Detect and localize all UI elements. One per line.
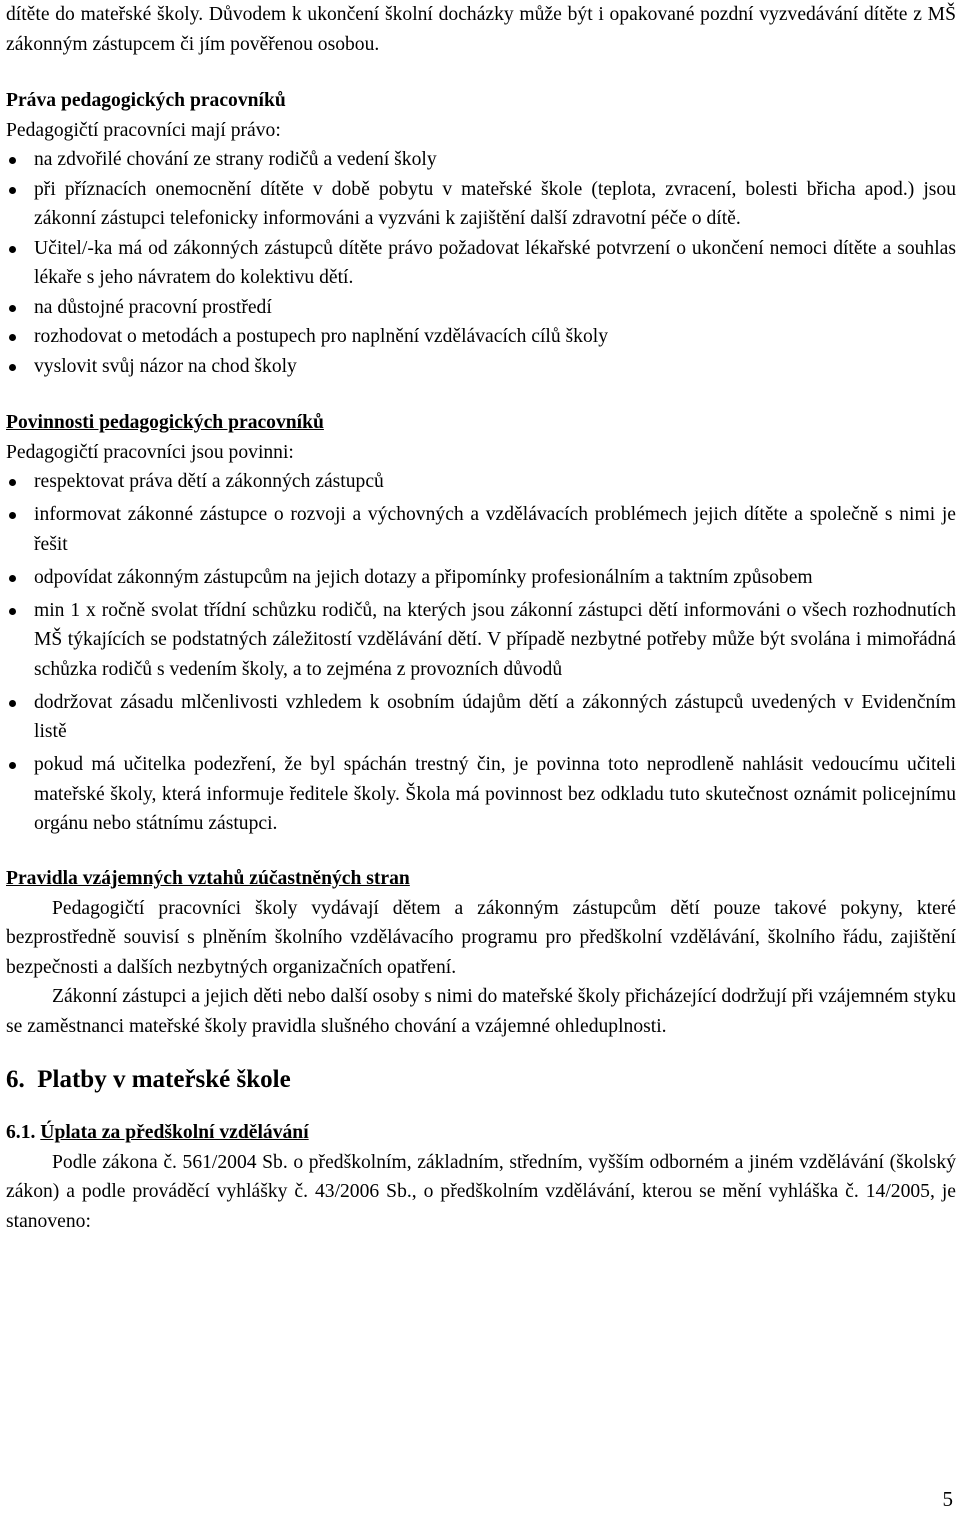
duties-lead: Pedagogičtí pracovníci jsou povinni:: [6, 441, 294, 463]
bullet-icon: [9, 187, 16, 194]
duties-heading: Povinnosti pedagogických pracovníků: [6, 412, 324, 433]
bullet-icon: [9, 334, 16, 341]
bullet-icon: [9, 364, 16, 371]
bullet-icon: [9, 762, 16, 769]
duties-list: [6, 467, 956, 839]
subsection-number: 6.1.: [6, 1122, 36, 1143]
subsection-paragraph: Podle zákona č. 561/2004 Sb. o předškolním, základním, středním, vyšším odborném a jiném vzdělávání (školský zákon) a podle prováděcí vyhlášky č. 43/2006 Sb., o předškolním vzdělávání, kterou se mění vyhláška č. 14/2005, je stanoveno:: [6, 1151, 956, 1232]
bullet-icon: [9, 700, 16, 707]
relations-heading: Pravidla vzájemných vztahů zúčastněných stran: [6, 868, 410, 889]
chapter-number: 6.: [6, 1066, 25, 1093]
page-number: 5: [942, 1487, 953, 1511]
bullet-icon: [9, 246, 16, 253]
spacer: [6, 842, 956, 864]
list-item: informovat zákonné zástupce o rozvoji a výchovných a vzdělávacích problémech jejich dítěte a společně s nimi je řešit: [6, 500, 956, 559]
chapter-heading: [6, 1064, 956, 1096]
list-item: respektovat práva dětí a zákonných zástupců: [6, 467, 956, 497]
document-page: [6, 0, 956, 1236]
relations-paragraph-2: Zákonní zástupci a jejich děti nebo další osoby s nimi do mateřské školy přicházející dodržují při vzájemném styku se zaměstnanci mateřské školy pravidla slušného chování a vzájemné ohleduplnosti.: [6, 986, 956, 1037]
list-item: pokud má učitelka podezření, že byl spáchán trestný čin, je povinna toto neprodleně nahlásit vedoucímu učiteli mateřské školy, která informuje ředitele školy. Škola má povinnost bez odkladu tuto skutečnost oznámit policejnímu orgánu nebo státnímu zástupci.: [6, 750, 956, 839]
rights-lead: Pedagogičtí pracovníci mají právo:: [6, 119, 281, 141]
bullet-icon: [9, 305, 16, 312]
bullet-icon: [9, 608, 16, 615]
list-item: na důstojné pracovní prostředí: [6, 293, 956, 323]
list-item: dodržovat zásadu mlčenlivosti vzhledem k osobním údajům dětí a zákonných zástupců uvedených v Evidenčním listě: [6, 688, 956, 747]
bullet-icon: [9, 512, 16, 519]
list-item: min 1 x ročně svolat třídní schůzku rodičů, na kterých jsou zákonní zástupci dětí informováni o všech rozhodnutích MŠ týkajících se podstatných záležitostí vzdělávání dětí. V případě nezbytné potřeby může být svolána i mimořádná schůzka rodičů s vedením školy, a to zejména z provozních důvodů: [6, 596, 956, 685]
rights-list: [6, 145, 956, 381]
chapter-title: Platby v mateřské škole: [37, 1066, 291, 1093]
relations-paragraph-1: Pedagogičtí pracovníci školy vydávají dětem a zákonným zástupcům dětí pouze takové pokyny, které bezprostředně souvisí s plněním školního vzdělávacího programu pro předškolní vzdělávání, školního řádu, zajištění bezpečnosti a dalších nezbytných organizačních opatření.: [6, 897, 956, 978]
intro-paragraph: dítěte do mateřské školy. Důvodem k ukončení školní docházky může být i opakované pozdní vyzvedávání dítěte z MŠ zákonným zástupcem či jím pověřenou osobou.: [6, 4, 956, 55]
list-item: na zdvořilé chování ze strany rodičů a vedení školy: [6, 145, 956, 175]
list-item: při příznacích onemocnění dítěte v době pobytu v mateřské škole (teplota, zvracení, bolesti břicha apod.) jsou zákonní zástupci telefonicky informováni a vyzváni k zajištění další zdravotní péče o dítě.: [6, 175, 956, 234]
list-item: Učitel/-ka má od zákonných zástupců dítěte právo požadovat lékařské potvrzení o ukončení nemoci dítěte a souhlas lékaře s jeho návratem do kolektivu dětí.: [6, 234, 956, 293]
subsection-title: Úplata za předškolní vzdělávání: [40, 1122, 309, 1143]
subsection-heading: [6, 1118, 956, 1148]
rights-heading: Práva pedagogických pracovníků: [6, 90, 286, 111]
bullet-icon: [9, 157, 16, 164]
list-item: rozhodovat o metodách a postupech pro naplnění vzdělávacích cílů školy: [6, 322, 956, 352]
list-item: vyslovit svůj názor na chod školy: [6, 352, 956, 382]
spacer: [6, 1041, 956, 1064]
list-item: odpovídat zákonným zástupcům na jejich dotazy a připomínky profesionálním a taktním způsobem: [6, 563, 956, 593]
bullet-icon: [9, 575, 16, 582]
spacer: [6, 381, 956, 408]
bullet-icon: [9, 479, 16, 486]
spacer: [6, 59, 956, 86]
spacer: [6, 1096, 956, 1118]
